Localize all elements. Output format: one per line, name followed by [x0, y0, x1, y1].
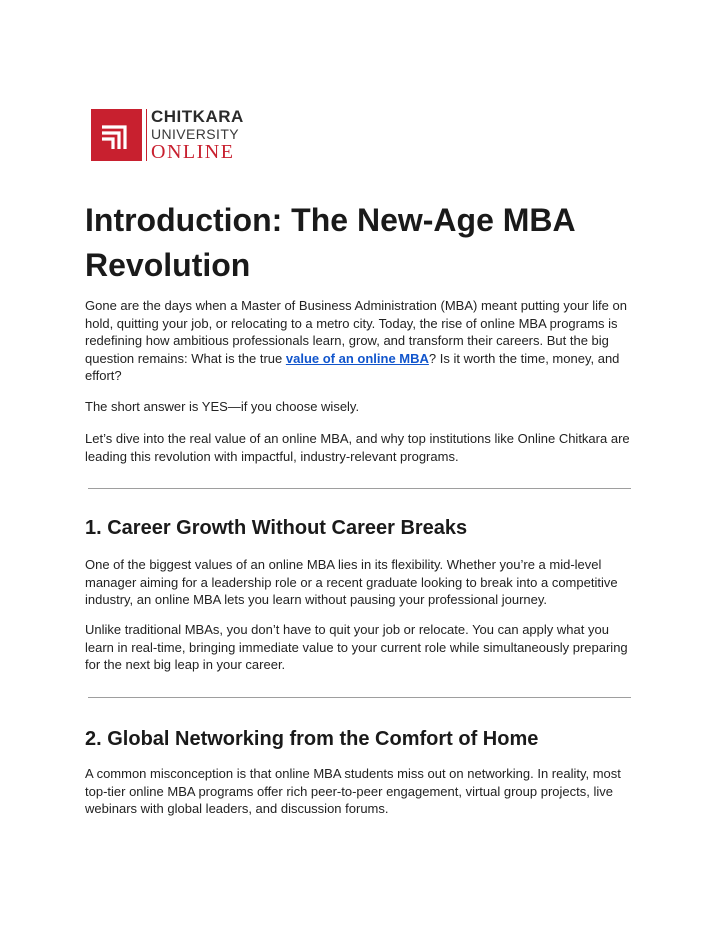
section-1-heading-block	[85, 516, 635, 540]
section-divider-2	[88, 697, 631, 698]
chitkara-logo-icon	[91, 109, 142, 161]
intro-paragraph-2: The short answer is YES—if you choose wisely.	[85, 399, 360, 414]
page-title: Introduction: The New-Age MBA Revolution	[85, 202, 575, 283]
section-1-p1-block	[85, 556, 635, 609]
chitkara-logo	[91, 108, 244, 162]
section-1-paragraph-2: Unlike traditional MBAs, you don’t have to quit your job or relocate. You can apply what you learn in real-time, bringing immediate value to your current role while simultaneously preparing for the next big leap in your career.	[85, 622, 628, 673]
online-mba-value-link[interactable]: value of an online MBA	[285, 350, 429, 366]
section-1-p2-block	[85, 621, 635, 674]
intro-p2-block	[85, 398, 635, 416]
logo-wordmark	[151, 108, 244, 162]
intro-p1-tail: ? Is it worth the time, money, and effort?	[85, 350, 620, 384]
section-1-heading: 1. Career Growth Without Career Breaks	[85, 517, 468, 539]
section-1-paragraph-1: One of the biggest values of an online MBA lies in its flexibility. Whether you’re a mid-level manager aiming for a leadership role or a recent graduate looking to break into a competitive industry, an online MBA lets you learn without pausing your professional journey.	[85, 557, 618, 608]
logo-divider	[146, 109, 147, 161]
section-2-heading-block	[85, 727, 635, 751]
section-2-p1-block	[85, 765, 635, 818]
intro-section	[85, 297, 635, 385]
logo-line-university: UNIVERSITY	[151, 126, 240, 142]
section-divider-1	[88, 488, 631, 489]
section-2-paragraph-1: A common misconception is that online MBA students miss out on networking. In reality, most top-tier online MBA programs offer rich peer-to-peer engagement, virtual group projects, live webinars with global leaders, and discussion forums.	[85, 766, 621, 817]
logo-line-chitkara: CHITKARA	[151, 107, 244, 126]
logo-line-online: ONLINE	[151, 141, 235, 163]
intro-p1-text: Gone are the days when a Master of Business Administration (MBA) meant putting your life on hold, quitting your job, or relocating to a metro city. Today, the rise of online MBA programs is redefining how ambitious professionals learn, grow, and transform their careers. But the big question remains: What is the true	[85, 298, 627, 366]
section-2-heading: 2. Global Networking from the Comfort of Home	[85, 728, 539, 750]
intro-p3-block	[85, 430, 635, 465]
intro-paragraph-3: Let’s dive into the real value of an online MBA, and why top institutions like Online Chitkara are leading this revolution with impactful, industry-relevant programs.	[85, 431, 630, 464]
intro-paragraph-1	[85, 297, 635, 385]
